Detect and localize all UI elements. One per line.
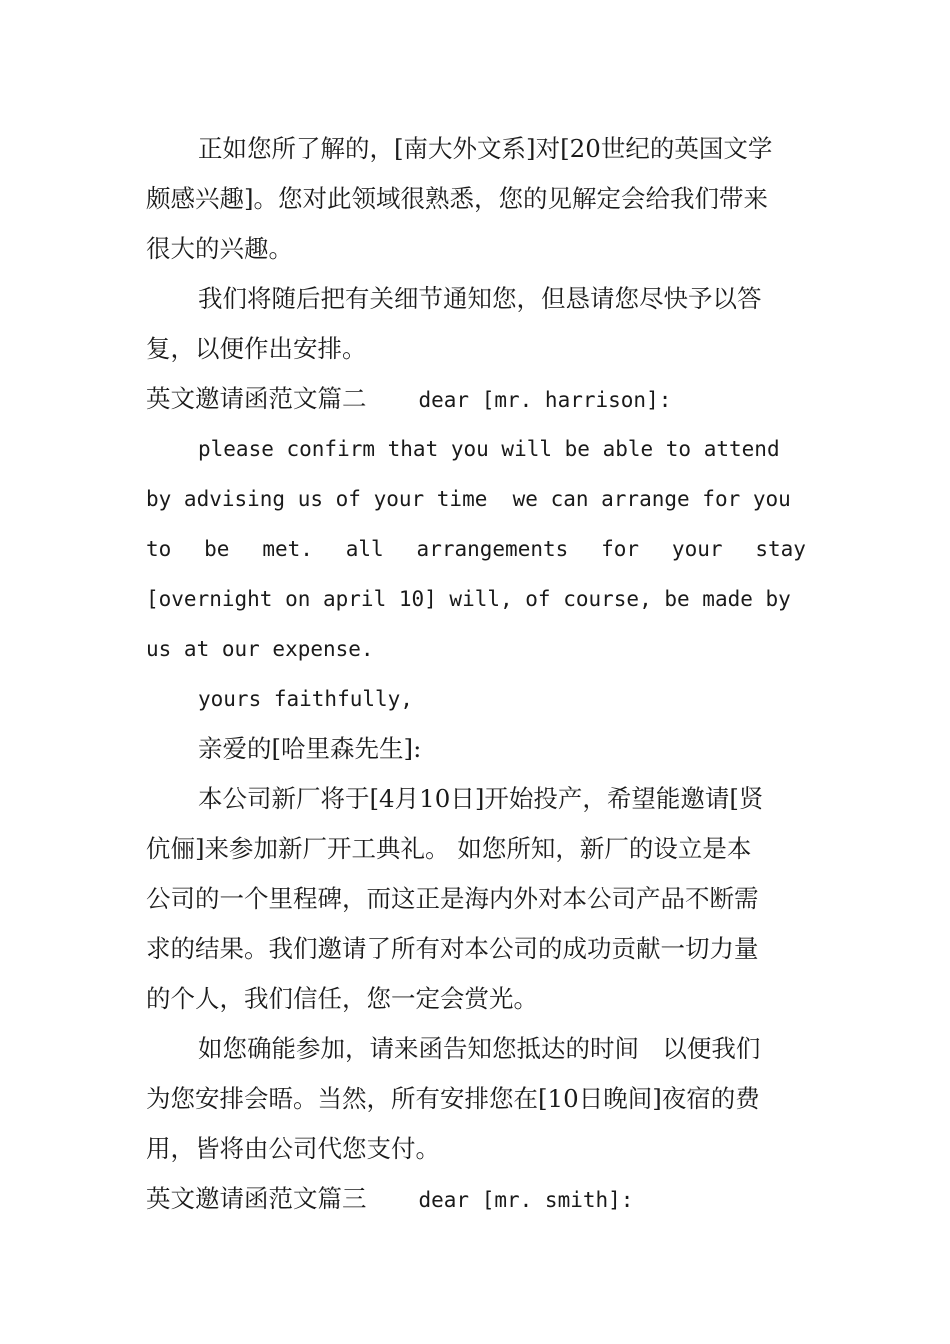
english-paragraph-line: please confirm that you will be able to attend — [198, 437, 780, 461]
english-paragraph-line-justified — [146, 524, 806, 574]
section-heading-2 — [146, 374, 806, 424]
paragraph-line: 很大的兴趣。 — [146, 234, 293, 263]
section-heading-3 — [146, 1174, 806, 1224]
paragraph-line: 的个人，我们信任，您一定会赏光。 — [146, 984, 538, 1013]
paragraph-line: 为您安排会晤。当然，所有安排您在[10日晚间]夜宿的费 — [146, 1084, 760, 1113]
word: all — [345, 537, 384, 561]
section-heading-cn: 英文邀请函范文篇二 — [146, 384, 367, 413]
chinese-greeting: 亲爱的[哈里森先生]: — [198, 734, 422, 763]
section-heading-cn: 英文邀请函范文篇三 — [146, 1184, 367, 1213]
closing-line: yours faithfully, — [198, 687, 413, 711]
paragraph-line: 求的结果。我们邀请了所有对本公司的成功贡献一切力量 — [146, 934, 759, 963]
english-paragraph-line: [overnight on april 10] will, of course, be made by — [146, 587, 791, 611]
word: arrangements — [416, 537, 569, 561]
salutation-en: dear [mr. smith]: — [418, 1188, 634, 1212]
paragraph-line: 正如您所了解的，[南大外文系]对[20世纪的英国文学 — [198, 134, 773, 163]
word: met. — [262, 537, 313, 561]
paragraph-line: 颇感兴趣]。您对此领域很熟悉，您的见解定会给我们带来 — [146, 184, 769, 213]
word: stay — [755, 537, 806, 561]
word: for — [601, 537, 640, 561]
paragraph-line: 公司的一个里程碑，而这正是海内外对本公司产品不断需 — [146, 884, 759, 913]
paragraph-line: 用，皆将由公司代您支付。 — [146, 1134, 440, 1163]
english-paragraph-line: by advising us of your time we can arrange for you — [146, 487, 791, 511]
paragraph-line: 伉俪]来参加新厂开工典礼。 如您所知，新厂的设立是本 — [146, 834, 752, 863]
paragraph-line: 我们将随后把有关细节通知您，但恳请您尽快予以答 — [198, 284, 762, 313]
word: to — [146, 537, 172, 561]
english-paragraph-line: us at our expense. — [146, 637, 374, 661]
paragraph-line: 复，以便作出安排。 — [146, 334, 367, 363]
word: be — [204, 537, 230, 561]
paragraph-line: 如您确能参加，请来函告知您抵达的时间 以便我们 — [198, 1034, 761, 1063]
paragraph-line: 本公司新厂将于[4月10日]开始投产，希望能邀请[贤 — [198, 784, 764, 813]
salutation-en: dear [mr. harrison]: — [418, 388, 672, 412]
word: your — [671, 537, 723, 561]
document-page — [146, 124, 806, 1224]
